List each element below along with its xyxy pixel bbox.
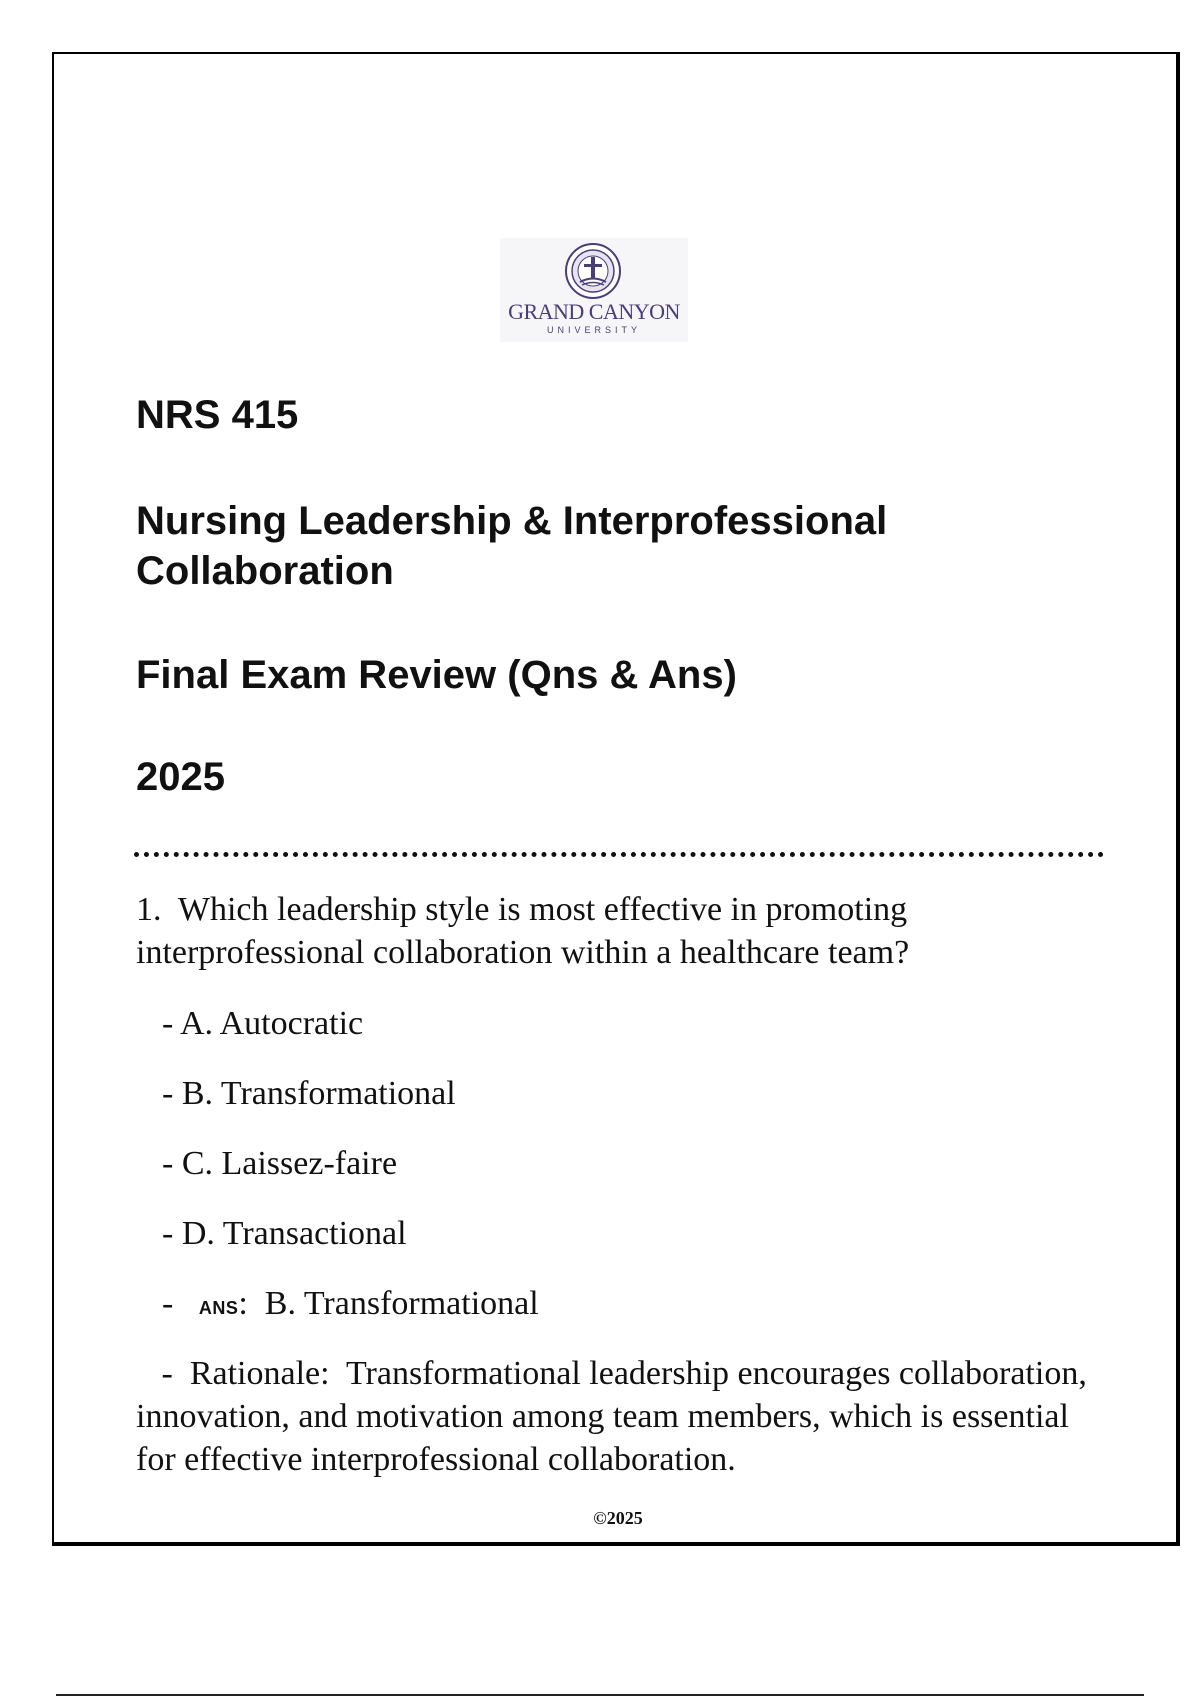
document-title: Final Exam Review (Qns & Ans) — [136, 653, 737, 697]
document-year: 2025 — [136, 755, 225, 799]
university-logo — [500, 238, 688, 342]
question-text — [136, 888, 1096, 974]
option-c: - C. Laissez-faire — [162, 1145, 398, 1182]
rationale-prefix: - — [161, 1355, 173, 1392]
question-number: 1. — [136, 891, 162, 928]
answer-text: B. Transformational — [264, 1285, 539, 1322]
option-b: - B. Transformational — [162, 1075, 456, 1112]
option-a: - A. Autocratic — [162, 1005, 364, 1042]
logo-subtitle: UNIVERSITY — [546, 325, 641, 335]
rationale-text: Transformational leadership encourages collaboration, innovation, and motivation among team members, which is essential for effective interprofessional collaboration. — [136, 1355, 1087, 1478]
option-d: - D. Transactional — [162, 1215, 407, 1252]
rationale-label: Rationale: — [189, 1355, 330, 1392]
dotted-divider — [134, 852, 1104, 857]
university-seal-icon — [564, 242, 622, 300]
course-title: Nursing Leadership & Interprofessional Collaboration — [136, 499, 888, 593]
bottom-rule — [56, 1694, 1144, 1696]
answer-label: ANS — [198, 1298, 239, 1318]
answer-prefix: - — [162, 1285, 174, 1322]
rationale — [136, 1352, 1096, 1481]
logo-name: GRAND CANYON — [508, 299, 680, 324]
question-body: Which leadership style is most effective in promoting interprofessional collaboration within a healthcare team? — [136, 891, 910, 971]
course-code: NRS 415 — [136, 393, 299, 437]
answer-line: - ANS: B. Transformational — [162, 1285, 539, 1322]
copyright-footer: ©2025 — [593, 1508, 643, 1528]
